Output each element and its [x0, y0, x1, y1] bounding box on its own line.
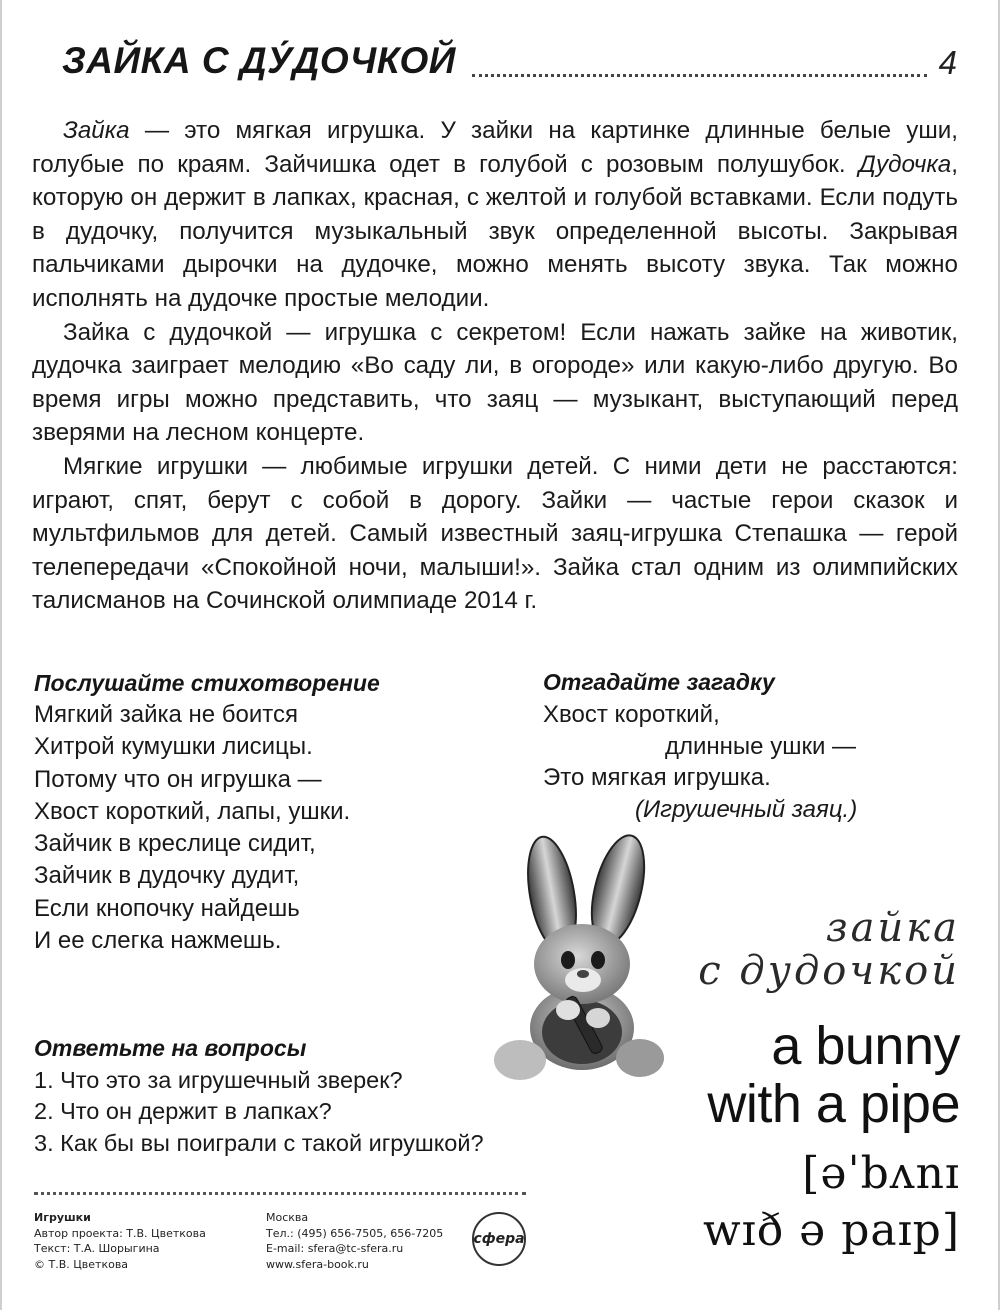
script-word-s-dudochkoy: с дудочкой: [698, 948, 960, 994]
footer-text-author: Текст: Т.А. Шорыгина: [34, 1242, 160, 1255]
english-line-2: with a pipe: [707, 1074, 960, 1134]
riddle-line: Хвост короткий,: [543, 700, 720, 728]
paragraph-1-text-a: — это мягкая игрушка. У зайки на картинке длинные белые уши, голубые по краям. Зайчишка одет в голубой с розовым полушубок.: [32, 117, 958, 178]
footer-city: Москва: [266, 1211, 309, 1224]
footer-phone: Тел.: (495) 656-7505, 656-7205: [266, 1226, 444, 1240]
footer-credits: [34, 1210, 206, 1272]
question-item: 3. Как бы вы поиграли с такой игрушкой?: [34, 1129, 484, 1156]
poem-line: Потому что он игрушка —: [34, 765, 322, 793]
page-title: ЗАЙКА С ДУ́ДОЧКОЙ: [62, 40, 456, 81]
transcription-line-2: wɪð ə paɪp]: [702, 1205, 960, 1256]
paragraph-2: Зайка с дудочкой — игрушка с секретом! Если нажать зайке на животик, дудочка заиграет мелодию «Во саду ли, в огороде» или какую-либо другую. Во время игры можно представить, что заяц — музыкант, выступающий перед зверями на лесном концерте.: [32, 318, 958, 447]
riddle-heading: Отгадайте загадку: [543, 669, 775, 695]
riddle-section: [543, 667, 963, 826]
main-text: [32, 114, 958, 618]
page-number: 4: [938, 44, 957, 81]
questions-heading: Ответьте на вопросы: [34, 1035, 307, 1061]
footer-contacts: [266, 1210, 443, 1272]
term-dudochka: Дудочка: [858, 150, 952, 178]
poem-heading: Послушайте стихотворение: [34, 670, 380, 696]
english-line-1: a bunny: [771, 1016, 960, 1076]
riddle-line: Это мягкая игрушка.: [543, 764, 771, 792]
paragraph-1: [32, 114, 958, 316]
footer-dotted-divider: [34, 1192, 526, 1195]
questions-section: [34, 1033, 594, 1159]
question-item: 2. Что он держит в лапках?: [34, 1098, 332, 1124]
footer-email: E-mail: sfera@tc-sfera.ru: [266, 1242, 404, 1255]
riddle-line: длинные ушки —: [665, 732, 857, 760]
script-word-zayka: зайка: [825, 905, 960, 951]
poem-line: Если кнопочку найдешь: [34, 894, 300, 922]
title-dotted-leader: [472, 74, 927, 77]
poem-line: Зайчик в креслице сидит,: [34, 830, 316, 858]
term-zayka: Зайка: [63, 117, 130, 144]
paragraph-3: Мягкие игрушки — любимые игрушки детей. С ними дети не расстаются: играют, спят, берут с собой в дорогу. Зайки — частые герои сказок и мультфильмов для детей. Самый известный заяц-игрушка Степашка — герой телепередачи «Спокойной ночи, малыши!». Зайка стал одним из олимпийских талисманов на Сочинской олимпиаде 2014 г.: [32, 452, 958, 615]
question-item: 1. Что это за игрушечный зверек?: [34, 1066, 403, 1093]
poem-line: Хитрой кумушки лисицы.: [34, 733, 313, 761]
footer-series: Игрушки: [34, 1211, 91, 1224]
riddle-answer: (Игрушечный заяц.): [635, 796, 858, 824]
poem-line: И ее слегка нажмешь.: [34, 927, 282, 955]
poem-section: [34, 667, 474, 957]
poem-line: Хвост короткий, лапы, ушки.: [34, 797, 351, 825]
footer-copyright: © Т.В. Цветкова: [34, 1257, 129, 1271]
footer-author: Автор проекта: Т.В. Цветкова: [34, 1226, 206, 1240]
footer-website: www.sfera-book.ru: [266, 1257, 369, 1271]
publisher-logo-text: сфера: [473, 1231, 525, 1247]
poem-line: Зайчик в дудочку дудит,: [34, 862, 300, 890]
page-header: [62, 40, 962, 90]
poem-line: Мягкий зайка не боится: [34, 701, 299, 728]
transcription-line-1: [əˈbʌnɪ: [802, 1148, 960, 1199]
publisher-logo: [472, 1212, 526, 1266]
paragraph-1-text-b: , которую он держит в лапках, красная, с желтой и голубой вставками. Если подуть в дудочку, получится музыкальный звук определенной высоты. Закрывая пальчиками дырочки на дудочке, можно менять высоту звука. Так можно исполнять на дудочке простые мелодии.: [32, 150, 958, 312]
